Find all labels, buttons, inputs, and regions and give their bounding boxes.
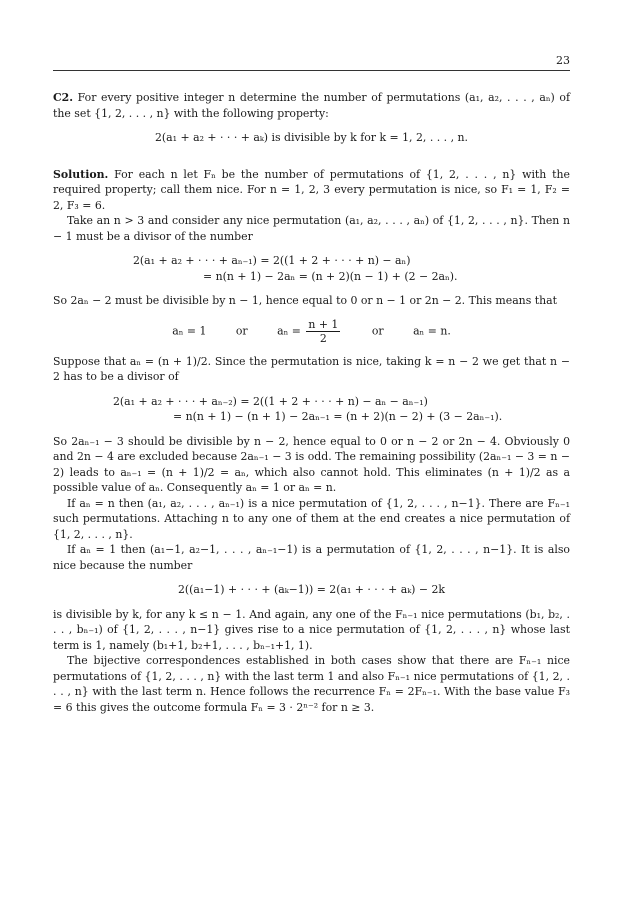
solution-paragraph-9: The bijective correspondences established in both cases show that there are Fₙ₋₁ nice permutations of {1, 2, . . . , n} with the last term 1 and also Fₙ₋₁ nice permutations of {1, 2, . . . , n} with the last term n. Hence follows the recurrence Fₙ = 2Fₙ₋₁. With the base value F₃ = 6 this gives the outcome formula Fₙ = 3 · 2ⁿ⁻² for n ≥ 3. <box>53 654 570 714</box>
fraction-numerator: n + 1 <box>308 317 339 331</box>
equation-1-line-2: = n(n + 1) − 2aₙ = (n + 2)(n − 1) + (2 − 2aₙ). <box>203 269 458 283</box>
problem-statement: For every positive integer n determine the number of permutations (a₁, a₂, . . . , aₙ) of the set {1, 2, . . . , n} with the following property: <box>53 91 571 120</box>
solution-text-1: For each n let Fₙ be the number of permutations of {1, 2, . . . , n} with the required property; call them nice. For n = 1, 2, 3 every permutation is nice, so F₁ = 1, F₂ = 2, F₃ = 6. <box>53 167 570 212</box>
solution-label: Solution. <box>53 167 109 181</box>
page-number: 23 <box>556 54 570 67</box>
solution-paragraph-3: So 2aₙ − 2 must be divisible by n − 1, hence equal to 0 or n − 1 or 2n − 2. This means that <box>53 294 558 307</box>
problem-condition: 2(a₁ + a₂ + · · · + aₖ) is divisible by k for k = 1, 2, . . . , n. <box>154 131 468 144</box>
solution-paragraph-2: Take an n > 3 and consider any nice permutation (a₁, a₂, . . . , aₙ) of {1, 2, . . . , n}. Then n − 1 must be a divisor of the number <box>53 214 570 243</box>
or-word-1: or <box>235 324 248 337</box>
solution-paragraph-8: is divisible by k, for any k ≤ n − 1. And again, any one of the Fₙ₋₁ nice permutations (b₁, b₂, . . . , bₙ₋₁) of {1, 2, . . . , n−1} gives rise to a nice permutation of {1, 2, . . . , n} whose last term is 1, namely (b₁+1, b₂+1, . . . , bₙ₋₁+1, 1). <box>53 607 570 652</box>
option-2-fraction <box>306 318 340 345</box>
option-2-lhs: aₙ = <box>277 324 301 337</box>
solution-paragraph-1 <box>53 167 570 214</box>
equation-2 <box>53 394 570 425</box>
option-3: aₙ = n. <box>413 324 451 337</box>
solution-paragraph-6: If aₙ = n then (a₁, a₂, . . . , aₙ₋₁) is a nice permutation of {1, 2, . . . , n−1}. There are Fₙ₋₁ such permutations. Attaching n to any one of them at the end creates a nice permutation of {1, 2, . . . , n}. <box>53 496 570 541</box>
problem-label: C2. <box>53 91 74 104</box>
fraction-denominator: 2 <box>319 331 327 345</box>
document-body <box>53 90 570 715</box>
equation-2-line-1: 2(a₁ + a₂ + · · · + aₙ₋₂) = 2((1 + 2 + · · · + n) − aₙ − aₙ₋₁) <box>113 394 428 408</box>
equation-2-line-2: = n(n + 1) − (n + 1) − 2aₙ₋₁ = (n + 2)(n − 2) + (3 − 2aₙ₋₁). <box>173 410 503 423</box>
case-options <box>53 318 570 345</box>
solution-paragraph-4: Suppose that aₙ = (n + 1)/2. Since the permutation is nice, taking k = n − 2 we get that n − 2 has to be a divisor of <box>53 354 570 383</box>
or-word-2: or <box>371 324 384 337</box>
header-rule <box>53 70 570 71</box>
problem-paragraph <box>53 90 570 121</box>
equation-1 <box>53 253 570 284</box>
equation-1-line-1: 2(a₁ + a₂ + · · · + aₙ₋₁) = 2((1 + 2 + · · · + n) − aₙ) <box>133 254 411 267</box>
option-1: aₙ = 1 <box>172 324 207 337</box>
solution-paragraph-5: So 2aₙ₋₁ − 3 should be divisible by n − 2, hence equal to 0 or n − 2 or 2n − 4. Obviously 0 and 2n − 4 are excluded because 2aₙ₋₁ − 3 is odd. The remaining possibility (2aₙ₋₁ − 3 = n − 2) leads to aₙ₋₁ = (n + 1)/2 = aₙ, which also cannot hold. This eliminates (n + 1)/2 as a possible value of aₙ. Consequently aₙ = 1 or aₙ = n. <box>53 434 570 494</box>
solution-paragraph-7: If aₙ = 1 then (a₁−1, a₂−1, . . . , aₙ₋₁−1) is a permutation of {1, 2, . . . , n−1}. It is also nice because the number <box>53 543 570 572</box>
equation-3: 2((a₁−1) + · · · + (aₖ−1)) = 2(a₁ + · · · + aₖ) − 2k <box>177 583 446 596</box>
